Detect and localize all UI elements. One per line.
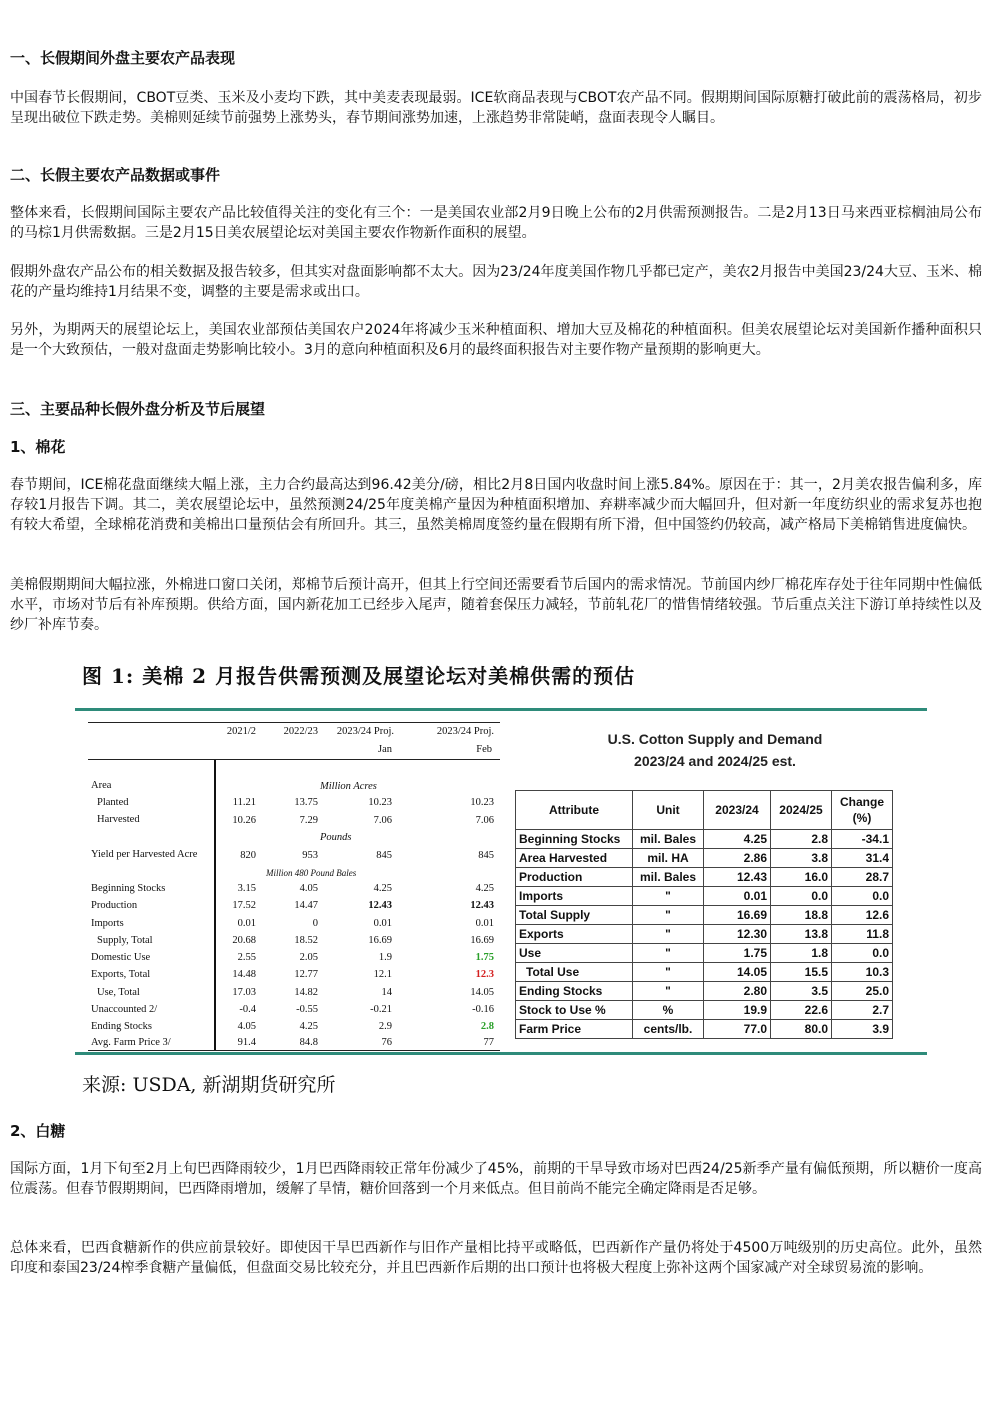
est-cell-attribute: Farm Price	[516, 1020, 633, 1039]
figure-source: 来源: USDA, 新湖期货研究所	[82, 1074, 336, 1096]
est-cell-2023-24: 4.25	[704, 830, 771, 849]
est-cell-unit: "	[633, 925, 704, 944]
est-cell-2024-25: 13.8	[771, 925, 832, 944]
usda-cell: 14.05	[470, 987, 494, 998]
est-table	[515, 790, 893, 1039]
est-cell-attribute: Use	[516, 944, 633, 963]
est-header-attribute: Attribute	[516, 791, 633, 830]
usda-cell: 16.69	[470, 935, 494, 946]
usda-cell: 10.26	[232, 815, 256, 826]
section-3-heading: 三、主要品种长假外盘分析及节后展望	[10, 400, 266, 418]
est-cell-2023-24: 2.80	[704, 982, 771, 1001]
est-table-title-line1: U.S. Cotton Supply and Demand	[607, 731, 823, 747]
usda-cell: 7.06	[373, 815, 392, 826]
usda-cell: 2.9	[378, 1021, 392, 1032]
cotton-paragraph-2: 美棉假期期间大幅拉涨，外棉进口窗口关闭，郑棉节后预计高开，但其上行空间还需要看节后国内的需求情况。节前国内纱厂棉花库存处于往年同期中性偏低水平，市场对节后有补库预期。供给方面，国内新花加工已经步入尾声，随着套保压力减轻，节前轧花厂的惜售情绪较强。节后重点关注下游订单持续性以及纱厂补库节奏。	[10, 577, 982, 633]
est-cell-2024-25: 1.8	[771, 944, 832, 963]
est-cell-2023-24: 12.43	[704, 868, 771, 887]
usda-top-rule	[88, 722, 500, 723]
est-cell-change: 0.0	[832, 944, 893, 963]
usda-header-col2: 2022/23	[283, 726, 318, 737]
table-row	[516, 830, 893, 849]
section-2-paragraph-2: 假期外盘农产品公布的相关数据及报告较多，但其实对盘面影响都不太大。因为23/24年度美国作物几乎都已定产，美农2月报告中美国23/24大豆、玉米、棉花的产量均维持1月结果不变，调整的主要是需求或出口。	[10, 264, 982, 300]
usda-cell: 17.03	[232, 987, 256, 998]
usda-cell: 12.1	[373, 969, 392, 980]
usda-cell: 4.05	[237, 1021, 256, 1032]
est-cell-2023-24: 77.0	[704, 1020, 771, 1039]
usda-cell: 12.43	[470, 900, 494, 911]
est-cell-change: 11.8	[832, 925, 893, 944]
est-cell-2024-25: 3.8	[771, 849, 832, 868]
usda-cell: 12.43	[368, 900, 392, 911]
cotton-heading: 1、棉花	[10, 438, 66, 456]
est-cell-unit: "	[633, 906, 704, 925]
est-table-title	[530, 728, 900, 772]
usda-row-label: Yield per Harvested Acre	[91, 849, 198, 860]
est-cell-2024-25: 15.5	[771, 963, 832, 982]
est-cell-attribute: Exports	[516, 925, 633, 944]
table-row	[516, 906, 893, 925]
est-cell-change: -34.1	[832, 830, 893, 849]
figure-top-rule	[75, 708, 927, 711]
est-cell-unit: "	[633, 982, 704, 1001]
figure-bottom-rule	[75, 1052, 927, 1055]
usda-cell: 2.05	[299, 952, 318, 963]
est-cell-attribute: Stock to Use %	[516, 1001, 633, 1020]
usda-cell: 16.69	[368, 935, 392, 946]
usda-row-label: Unaccounted 2/	[91, 1004, 158, 1015]
usda-cell: -0.55	[296, 1004, 318, 1015]
est-cell-change: 0.0	[832, 887, 893, 906]
usda-cell: 11.21	[232, 797, 256, 808]
table-row	[516, 963, 893, 982]
usda-cell-changed: 12.3	[475, 969, 494, 980]
est-cell-2024-25: 80.0	[771, 1020, 832, 1039]
est-cell-change: 10.3	[832, 963, 893, 982]
usda-cell: 0	[312, 918, 318, 929]
table-row	[516, 849, 893, 868]
usda-bottom-rule	[88, 1050, 500, 1051]
usda-row-label: Imports	[91, 918, 124, 929]
usda-row-label: Domestic Use	[91, 952, 151, 963]
usda-unit-acres: Million Acres	[320, 781, 377, 792]
est-cell-2023-24: 1.75	[704, 944, 771, 963]
usda-row-label: Avg. Farm Price 3/	[91, 1037, 171, 1048]
usda-subheader-jan: Jan	[378, 744, 392, 755]
table-row	[516, 982, 893, 1001]
section-1-heading: 一、长假期间外盘主要农产品表现	[10, 49, 236, 67]
est-cell-attribute: Production	[516, 868, 633, 887]
usda-cell: 1.9	[378, 952, 392, 963]
est-cell-2023-24: 2.86	[704, 849, 771, 868]
usda-cell: 845	[376, 850, 392, 861]
usda-cell: 91.4	[237, 1037, 256, 1048]
sugar-heading: 2、白糖	[10, 1122, 66, 1140]
usda-cell: -0.16	[472, 1004, 494, 1015]
est-cell-unit: "	[633, 963, 704, 982]
table-row	[516, 944, 893, 963]
usda-header-col3: 2023/24 Proj.	[336, 726, 394, 737]
usda-cell: 12.77	[294, 969, 318, 980]
est-header-unit: Unit	[633, 791, 704, 830]
usda-cell: 14.82	[294, 987, 318, 998]
sugar-paragraph-1: 国际方面，1月下旬至2月上旬巴西降雨较少，1月巴西降雨较正常年份减少了45%，前期的干旱导致市场对巴西24/25新季产量有偏低预期，所以糖价一度高位震荡。但春节假期期间，巴西降雨增加，缓解了旱情，糖价回落到一个月来低点。但目前尚不能完全确定降雨是否足够。	[10, 1161, 982, 1197]
usda-cell: 3.15	[237, 883, 256, 894]
usda-subheader-feb: Feb	[476, 744, 492, 755]
est-cell-unit: "	[633, 944, 704, 963]
table-row	[516, 887, 893, 906]
usda-cell: 845	[478, 850, 494, 861]
usda-unit-pounds: Pounds	[320, 832, 352, 843]
est-cell-attribute: Imports	[516, 887, 633, 906]
usda-row-label: Area	[91, 780, 112, 791]
est-cell-change: 28.7	[832, 868, 893, 887]
est-cell-2024-25: 22.6	[771, 1001, 832, 1020]
est-table-title-line2: 2023/24 and 2024/25 est.	[634, 753, 796, 769]
est-cell-attribute: Total Use	[516, 963, 633, 982]
usda-cell: -0.4	[239, 1004, 256, 1015]
est-cell-2023-24: 14.05	[704, 963, 771, 982]
est-cell-2024-25: 3.5	[771, 982, 832, 1001]
section-2-paragraph-1: 整体来看，长假期间国际主要农产品比较值得关注的变化有三个：一是美国农业部2月9日晚上公布的2月供需预测报告。二是2月13日马来西亚棕榈油局公布的马棕1月供需数据。三是2月15日美农展望论坛对美国主要农作物新作面积的展望。	[10, 205, 982, 241]
est-cell-unit: mil. Bales	[633, 868, 704, 887]
usda-cell: 13.75	[294, 797, 318, 808]
est-cell-2023-24: 0.01	[704, 887, 771, 906]
table-row	[516, 1001, 893, 1020]
usda-row-label: Planted	[97, 797, 129, 808]
est-header-row	[516, 791, 893, 830]
section-2-heading: 二、长假主要农产品数据或事件	[10, 166, 221, 184]
est-header-2023-24: 2023/24	[704, 791, 771, 830]
usda-cell: 0.01	[237, 918, 256, 929]
cotton-paragraph-1: 春节期间，ICE棉花盘面继续大幅上涨，主力合约最高达到96.42美分/磅，相比2月8日国内收盘时间上涨5.84%。原因在于：其一，2月美农报告偏利多，库存较1月报告下调。其二，美农展望论坛中，虽然预测24/25年度美棉产量因为种植面积增加、弃耕率减少而大幅回升，但对新一年度纺织业的需求复苏也抱有较大希望，全球棉花消费和美棉出口量预估会有所回升。其三，虽然美棉周度签约量在假期有所下滑，但中国签约仍较高，减产格局下美棉销售进度偏快。	[10, 477, 982, 533]
est-cell-change: 25.0	[832, 982, 893, 1001]
section-1-paragraph: 中国春节长假期间，CBOT豆类、玉米及小麦均下跌，其中美麦表现最弱。ICE软商品表现与CBOT农产品不同。假期期间国际原糖打破此前的震荡格局，初步呈现出破位下跌走势。美棉则延续节前强势上涨势头，春节期间涨势加速，上涨趋势非常陡峭，盘面表现令人瞩目。	[10, 90, 982, 126]
est-cell-2024-25: 0.0	[771, 887, 832, 906]
usda-header-rule	[88, 759, 500, 760]
est-cell-attribute: Area Harvested	[516, 849, 633, 868]
usda-table	[88, 722, 500, 1052]
table-row	[516, 868, 893, 887]
usda-row-label: Exports, Total	[91, 969, 151, 980]
usda-cell: 20.68	[232, 935, 256, 946]
est-cell-unit: mil. HA	[633, 849, 704, 868]
usda-unit-bales: Million 480 Pound Bales	[266, 868, 357, 878]
usda-cell: 77	[483, 1037, 494, 1048]
usda-cell: 0.01	[475, 918, 494, 929]
usda-cell: -0.21	[370, 1004, 392, 1015]
est-cell-unit: %	[633, 1001, 704, 1020]
sugar-paragraph-2: 总体来看，巴西食糖新作的供应前景较好。即使因干旱巴西新作与旧作产量相比持平或略低，巴西新作产量仍将处于4500万吨级别的历史高位。此外，虽然印度和泰国23/24榨季食糖产量偏低，但盘面交易比较充分，并且巴西新作后期的出口预计也将极大程度上弥补这两个国家减产对全球贸易流的影响。	[10, 1240, 982, 1276]
usda-cell: 17.52	[232, 900, 256, 911]
usda-cell: 76	[381, 1037, 392, 1048]
usda-cell: 4.25	[475, 883, 494, 894]
est-cell-change: 2.7	[832, 1001, 893, 1020]
est-cell-change: 31.4	[832, 849, 893, 868]
usda-header-col4: 2023/24 Proj.	[436, 726, 494, 737]
est-cell-unit: "	[633, 887, 704, 906]
usda-cell: 820	[240, 850, 256, 861]
est-cell-2023-24: 19.9	[704, 1001, 771, 1020]
usda-cell: 4.25	[373, 883, 392, 894]
usda-header-col1: 2021/2	[226, 726, 256, 737]
est-cell-change: 3.9	[832, 1020, 893, 1039]
usda-row-label: Use, Total	[97, 987, 140, 998]
usda-row-label: Production	[91, 900, 138, 911]
table-row	[516, 925, 893, 944]
usda-row-label: Supply, Total	[97, 935, 153, 946]
est-cell-2024-25: 18.8	[771, 906, 832, 925]
est-cell-unit: mil. Bales	[633, 830, 704, 849]
est-cell-change: 12.6	[832, 906, 893, 925]
usda-cell: 10.23	[368, 797, 392, 808]
section-2-paragraph-3: 另外，为期两天的展望论坛上，美国农业部预估美国农户2024年将减少玉米种植面积、增加大豆及棉花的种植面积。但美农展望论坛对美国新作播种面积只是一个大致预估，一般对盘面走势影响比较小。3月的意向种植面积及6月的最终面积报告对主要作物产量预期的影响更大。	[10, 322, 982, 358]
usda-cell: 2.55	[237, 952, 256, 963]
usda-cell: 14	[381, 987, 392, 998]
usda-row-label: Harvested	[97, 814, 140, 825]
usda-row-label: Ending Stocks	[91, 1021, 152, 1032]
est-cell-2024-25: 16.0	[771, 868, 832, 887]
usda-cell: 18.52	[294, 935, 318, 946]
est-header-change: Change (%)	[832, 791, 893, 830]
est-cell-2023-24: 16.69	[704, 906, 771, 925]
usda-cell: 14.48	[232, 969, 256, 980]
est-cell-unit: cents/lb.	[633, 1020, 704, 1039]
est-cell-2024-25: 2.8	[771, 830, 832, 849]
usda-cell-changed: 2.8	[480, 1021, 494, 1032]
est-cell-attribute: Beginning Stocks	[516, 830, 633, 849]
usda-cell: 4.25	[299, 1021, 318, 1032]
est-cell-2023-24: 12.30	[704, 925, 771, 944]
usda-cell: 10.23	[470, 797, 494, 808]
usda-row-label: Beginning Stocks	[91, 883, 166, 894]
usda-cell: 7.29	[299, 815, 318, 826]
usda-cell: 84.8	[299, 1037, 318, 1048]
usda-cell: 953	[302, 850, 318, 861]
figure-title: 图 1: 美棉 2 月报告供需预测及展望论坛对美棉供需的预估	[82, 664, 636, 688]
est-cell-attribute: Ending Stocks	[516, 982, 633, 1001]
table-row	[516, 1020, 893, 1039]
usda-cell-changed: 1.75	[475, 952, 494, 963]
usda-cell: 7.06	[475, 815, 494, 826]
usda-cell: 0.01	[373, 918, 392, 929]
usda-cell: 4.05	[299, 883, 318, 894]
est-cell-attribute: Total Supply	[516, 906, 633, 925]
est-header-2024-25: 2024/25	[771, 791, 832, 830]
usda-cell: 14.47	[294, 900, 318, 911]
